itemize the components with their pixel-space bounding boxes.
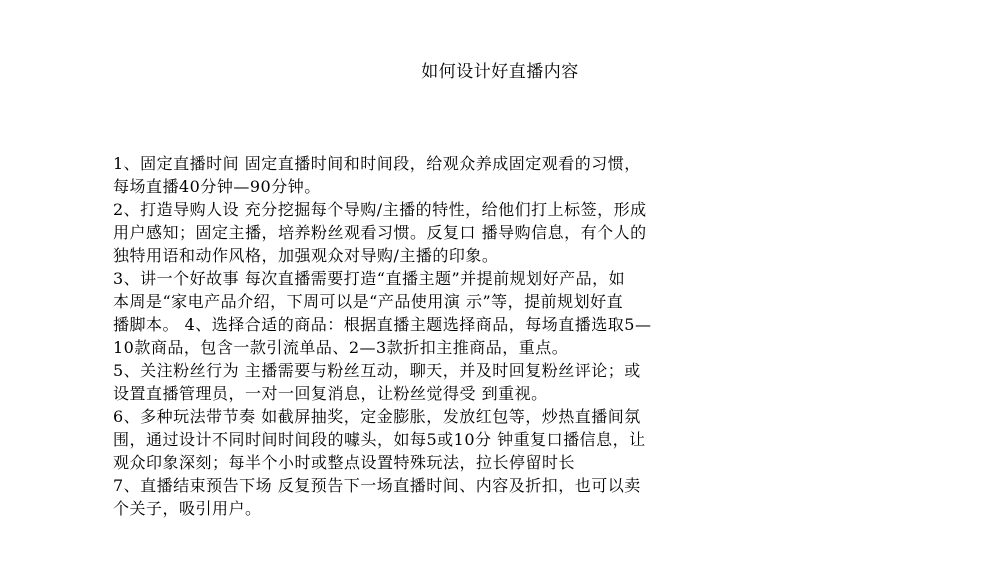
text-line: 10款商品，包含一款引流单品、2—3款折扣主推商品，重点。: [113, 338, 569, 357]
text-line: 围，通过设计不同时间时间段的噱头，如每5或10分 钟重复口播信息，让: [113, 430, 646, 449]
text-line: 用户感知；固定主播，培养粉丝观看习惯。反复口 播导购信息，有个人的: [113, 223, 647, 242]
text-line: 播脚本。 4、选择合适的商品：根据直播主题选择商品，每场直播选取5—: [113, 315, 652, 334]
text-line: 7、直播结束预告下场 反复预告下一场直播时间、内容及折扣，也可以卖: [113, 476, 641, 495]
text-line: 6、多种玩法带节奏 如截屏抽奖，定金膨胀，发放红包等，炒热直播间氛: [113, 407, 641, 426]
text-line: 3、讲一个好故事 每次直播需要打造“直播主题”并提前规划好产品，如: [113, 269, 626, 288]
body-text: [113, 152, 733, 520]
text-line: 每场直播40分钟—90分钟。: [113, 177, 321, 196]
text-line: 本周是“家电产品介绍，下周可以是“产品使用演 示”等，提前规划好直: [113, 292, 624, 311]
text-line: 独特用语和动作风格，加强观众对导购/主播的印象。: [113, 246, 499, 265]
text-line: 个关子，吸引用户。: [113, 499, 262, 518]
page-title: 如何设计好直播内容: [421, 62, 579, 82]
text-line: 观众印象深刻；每半个小时或整点设置特殊玩法，拉长停留时长: [113, 453, 576, 472]
text-line: 5、关注粉丝行为 主播需要与粉丝互动，聊天，并及时回复粉丝评论；或: [113, 361, 641, 380]
text-line: 2、打造导购人设 充分挖掘每个导购/主播的特性，给他们打上标签，形成: [113, 200, 647, 219]
text-line: 1、固定直播时间 固定直播时间和时间段，给观众养成固定观看的习惯，: [113, 154, 641, 173]
text-line: 设置直播管理员，一对一回复消息，让粉丝觉得受 到重视。: [113, 384, 548, 403]
